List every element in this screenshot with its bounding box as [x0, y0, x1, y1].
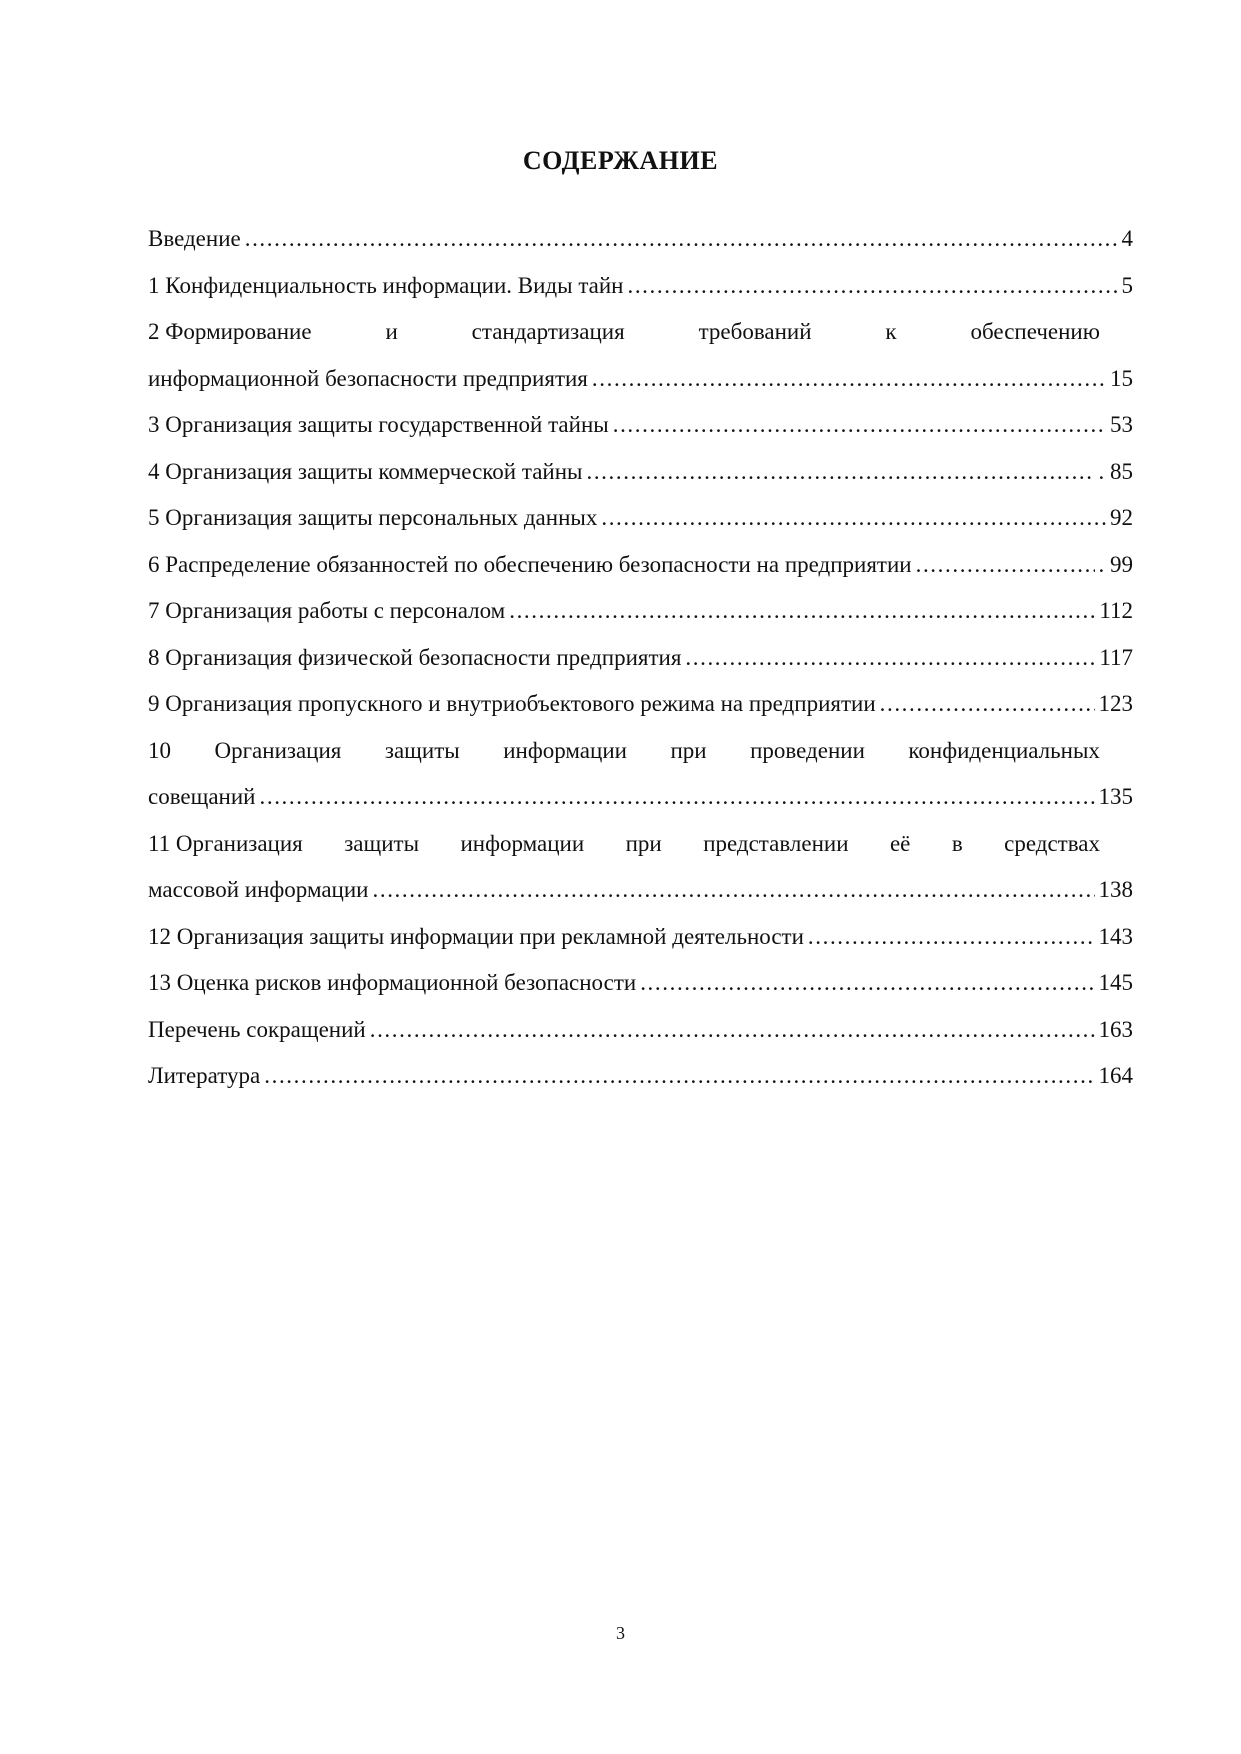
- toc-item-page: 164: [1098, 1063, 1133, 1088]
- toc-item: [148, 267, 1133, 314]
- toc-item-page: 135: [1098, 784, 1133, 809]
- toc-item-title: 13 Оценка рисков информационной безопасности: [148, 970, 637, 995]
- toc-item-title: Перечень сокращений: [148, 1016, 366, 1042]
- toc-word: конфиденциальных: [908, 737, 1100, 763]
- toc-leader-dots: [592, 360, 1106, 398]
- toc-item: [148, 778, 1133, 825]
- toc-item-page: 138: [1098, 877, 1133, 902]
- toc-word: стандартизация: [471, 319, 625, 344]
- toc-item-title: 9 Организация пропускного и внутриобъектового режима на предприятии: [148, 691, 876, 716]
- toc-item-first-line: [148, 825, 1133, 872]
- toc-leader-dots: [916, 546, 1095, 584]
- toc-item-title: совещаний: [148, 784, 256, 809]
- toc-leader-dots: [640, 964, 1094, 1002]
- toc-item-page: 92: [1110, 505, 1133, 530]
- toc-leader-dots: [627, 267, 1117, 305]
- toc-item-page: 4: [1121, 226, 1133, 251]
- toc-item-title: массовой информации: [148, 877, 369, 902]
- toc-leader-dots: [586, 453, 1094, 491]
- toc-item: [148, 546, 1133, 593]
- toc-word: защиты: [344, 830, 420, 856]
- toc-item: [148, 918, 1133, 965]
- toc-word: 10: [148, 737, 171, 763]
- table-of-contents: [148, 220, 1133, 1104]
- toc-leader-dots: [260, 778, 1095, 816]
- toc-item-title: 1 Конфиденциальность информации. Виды тайн: [148, 272, 624, 298]
- toc-item-title: 8 Организация физической безопасности предприятия: [148, 644, 682, 670]
- toc-item-page: 117: [1099, 644, 1133, 670]
- toc-item: [148, 499, 1133, 546]
- page-title: СОДЕРЖАНИЕ: [522, 146, 719, 175]
- toc-word: и: [385, 319, 398, 344]
- toc-item-title: 5 Организация защиты персональных данных: [148, 505, 598, 530]
- toc-leader-dots: [601, 499, 1106, 537]
- toc-item: [148, 639, 1133, 686]
- page-number: 3: [616, 1623, 625, 1643]
- toc-item: [148, 685, 1133, 732]
- toc-item: [148, 1011, 1133, 1058]
- toc-item-title: 6 Распределение обязанностей по обеспечению безопасности на предприятии: [148, 551, 912, 577]
- toc-item: [148, 406, 1133, 453]
- toc-word: при: [670, 737, 707, 763]
- toc-item-first-line: [148, 313, 1133, 360]
- toc-word: 2 Формирование: [148, 319, 312, 344]
- toc-word: информации: [503, 737, 627, 763]
- toc-item-page: 112: [1099, 598, 1133, 623]
- toc-item-page: 53: [1110, 412, 1133, 437]
- toc-item-title: Введение: [148, 226, 241, 251]
- toc-leader-dots: [373, 871, 1095, 909]
- toc-leader-dots: [264, 1057, 1094, 1095]
- toc-word: защиты: [384, 737, 460, 763]
- toc-item-title: информационной безопасности предприятия: [148, 365, 588, 391]
- toc-word: представлении: [703, 830, 849, 856]
- toc-item: [148, 360, 1133, 407]
- toc-word: к: [885, 319, 897, 344]
- toc-item-page: 163: [1098, 1016, 1133, 1042]
- toc-item-title: 7 Организация работы с персоналом: [148, 598, 506, 623]
- toc-word: проведении: [750, 737, 865, 763]
- toc-word: требований: [698, 319, 812, 344]
- toc-word: обеспечению: [970, 319, 1100, 344]
- toc-item: [148, 220, 1133, 267]
- toc-leader-dots: [370, 1011, 1095, 1049]
- toc-item-page: 5: [1121, 272, 1133, 298]
- toc-item-page: 123: [1098, 691, 1133, 716]
- toc-item-title: 3 Организация защиты государственной тайны: [148, 412, 609, 437]
- toc-word: её: [889, 830, 911, 856]
- toc-word: информации: [460, 830, 585, 856]
- toc-item-title: 12 Организация защиты информации при рекламной деятельности: [148, 923, 804, 949]
- toc-item: [148, 453, 1133, 500]
- toc-word: Организация: [214, 737, 342, 763]
- toc-item-page: 143: [1098, 923, 1133, 949]
- toc-item-title: Литература: [148, 1063, 261, 1088]
- toc-item-page: 145: [1098, 970, 1133, 995]
- toc-item: [148, 592, 1133, 639]
- toc-word: при: [625, 830, 662, 856]
- toc-item-first-line: [148, 732, 1133, 779]
- toc-item: [148, 964, 1133, 1011]
- toc-leader-dots: [880, 685, 1095, 723]
- toc-item: [148, 1057, 1133, 1104]
- toc-leader-dots: [509, 592, 1095, 630]
- toc-leader-dots: [808, 918, 1095, 956]
- toc-leader-dots: [245, 220, 1118, 258]
- toc-item: [148, 871, 1133, 918]
- toc-item-page: 15: [1110, 365, 1133, 391]
- toc-word: 11 Организация: [148, 830, 303, 856]
- toc-word: средствах: [1004, 830, 1100, 856]
- toc-item-page: . 99: [1098, 551, 1133, 577]
- toc-word: в: [951, 830, 963, 856]
- toc-item-title: 4 Организация защиты коммерческой тайны: [148, 458, 583, 484]
- toc-leader-dots: [685, 639, 1095, 677]
- toc-item-page: . 85: [1098, 458, 1133, 484]
- toc-leader-dots: [613, 406, 1106, 444]
